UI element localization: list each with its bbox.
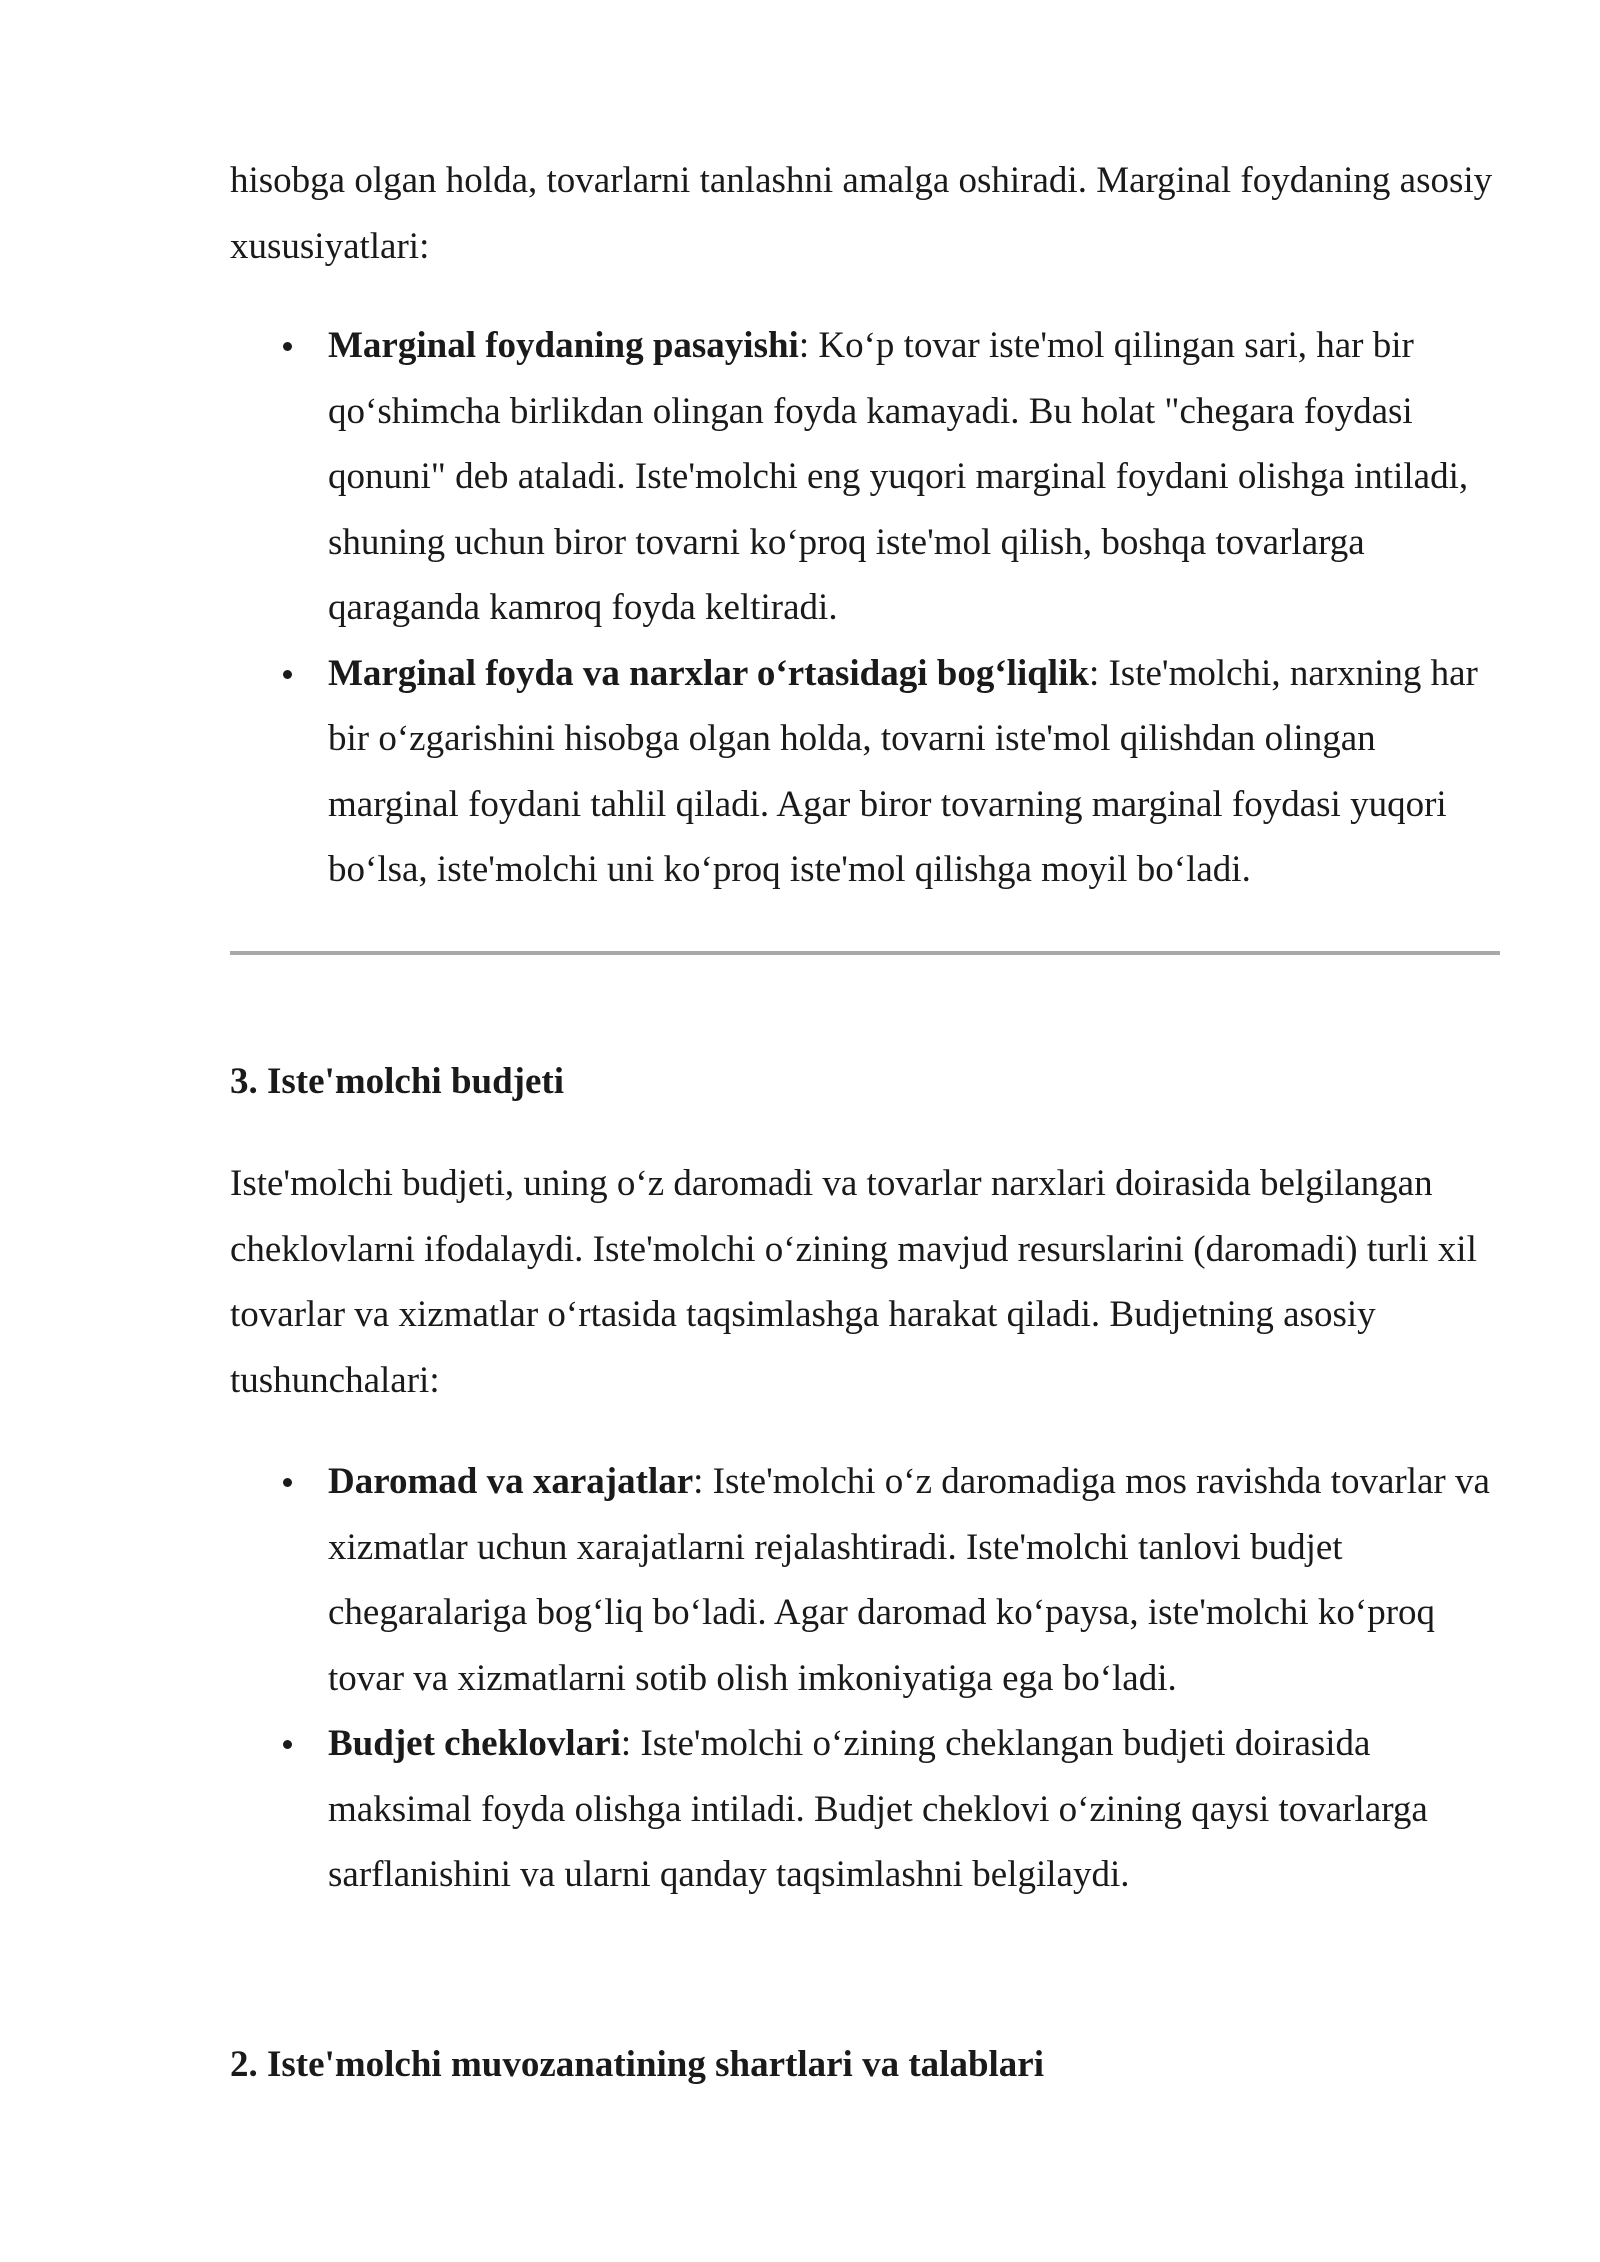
list-item-term: Budjet cheklovlari <box>328 1723 621 1764</box>
section-3-paragraph: Iste'molchi budjeti, uning o‘z daromadi va tovarlar narxlari doirasida belgilangan cheklovlarni ifodalaydi. Iste'molchi o‘zining mavjud resurslarini (daromadi) turli xil tovarlar va xizmatlar o‘rtasida taqsimlashga harakat qiladi. Budjetning asosiy tushunchalari: <box>230 1163 1477 1401</box>
section-3-heading: 3. Iste'molchi budjeti <box>230 1060 565 1102</box>
list-item-term: Marginal foyda va narxlar o‘rtasidagi bog‘liqlik <box>328 652 1089 694</box>
list-item <box>230 1711 1500 1908</box>
marginal-utility-list <box>230 313 1500 903</box>
list-item-text: : Ko‘p tovar iste'mol qilingan sari, har bir qo‘shimcha birlikdan olingan foyda kamayadi. Bu holat "chegara foydasi qonuni" deb ataladi. Iste'molchi eng yuqori marginal foydani olishga intiladi, shuning uchun biror tovarni ko‘proq iste'mol qilish, boshqa tovarlarga qaraganda kamroq foyda keltiradi. <box>328 325 1469 628</box>
document-page <box>230 148 1500 2097</box>
list-item <box>230 313 1500 641</box>
list-item-text: : Iste'molchi, narxning har bir o‘zgarishini hisobga olgan holda, tovarni iste'mol qilishdan olingan marginal foydani tahlil qiladi. Agar biror tovarning marginal foydasi yuqori bo‘lsa, iste'molchi uni ko‘proq iste'mol qilishga moyil bo‘ladi. <box>328 652 1478 890</box>
intro-paragraph: hisobga olgan holda, tovarlarni tanlashni amalga oshiradi. Marginal foydaning asosiy xususiyatlari: <box>230 160 1493 267</box>
budget-concepts-list <box>230 1449 1500 1908</box>
list-item-term: Marginal foydaning pasayishi <box>328 325 799 366</box>
section-2-heading: 2. Iste'molchi muvozanatining shartlari va talablari <box>230 2043 1044 2085</box>
list-item <box>230 1449 1500 1711</box>
horizontal-divider <box>230 951 1500 955</box>
list-item-term: Daromad va xarajatlar <box>328 1461 694 1502</box>
list-item-text: : Iste'molchi o‘zining cheklangan budjeti doirasida maksimal foyda olishga intiladi. Budjet cheklovi o‘zining qaysi tovarlarga sarflanishini va ularni qanday taqsimlashni belgilaydi. <box>328 1723 1428 1895</box>
list-item-text: : Iste'molchi o‘z daromadiga mos ravishda tovarlar va xizmatlar uchun xarajatlarni rejalashtiradi. Iste'molchi tanlovi budjet chegaralariga bog‘liq bo‘ladi. Agar daromad ko‘paysa, iste'molchi ko‘proq tovar va xizmatlarni sotib olish imkoniyatiga ega bo‘ladi. <box>328 1461 1490 1699</box>
list-item <box>230 641 1500 903</box>
